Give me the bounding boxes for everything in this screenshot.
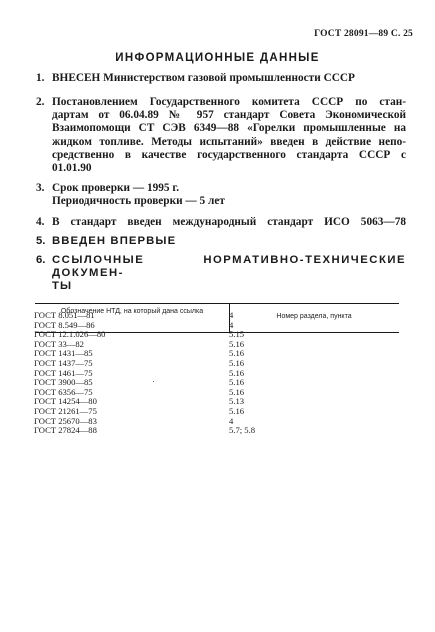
column-header-document: Обозначение НТД, на который дана ссылка <box>60 308 204 315</box>
row-section: 4 <box>229 415 234 426</box>
item-number: 3. <box>36 182 45 194</box>
row-document: ГОСТ 6356—75 <box>34 386 93 397</box>
scan-speck <box>153 381 154 382</box>
row-document: ГОСТ 21261—75 <box>34 406 97 416</box>
row-section: 4 <box>229 319 234 330</box>
item-line: В стандарт введен международный стандарт ИСО 5063—78 <box>52 216 406 228</box>
item-line: Периодичность проверки — 5 лет <box>52 195 225 208</box>
info-item-5 <box>36 235 406 248</box>
row-document: ГОСТ 33—82 <box>34 338 84 349</box>
item-text <box>52 72 406 85</box>
row-section: 5.15 <box>229 329 245 340</box>
row-section: 5.16 <box>229 406 245 416</box>
row-section: 4 <box>229 310 234 320</box>
item-number: 6. <box>36 254 46 266</box>
row-document: ГОСТ 1437—75 <box>34 358 93 368</box>
info-item-2 <box>36 96 406 175</box>
item-text <box>52 235 406 248</box>
item-line: 01.01.90 <box>52 162 92 175</box>
column-header-section: Номер раздела, пункта <box>276 313 352 320</box>
item-line: дартам от 06.04.89 № 957 стандарт Совета Экономической <box>52 109 406 122</box>
page-header: ГОСТ 28091—89 С. 25 <box>314 29 413 39</box>
item-number: 1. <box>36 72 45 84</box>
item-text <box>52 254 406 294</box>
row-section: 5.16 <box>229 377 245 388</box>
row-section: 5.16 <box>229 338 245 349</box>
row-section: 5.16 <box>229 358 245 368</box>
item-text <box>52 216 406 229</box>
item-line: ВВЕДЕН ВПЕРВЫЕ <box>52 235 177 247</box>
row-document: ГОСТ 1461—75 <box>34 367 93 378</box>
row-document: ГОСТ 25670—83 <box>34 415 97 426</box>
table-top-rule <box>35 303 399 304</box>
item-number: 4. <box>36 216 45 228</box>
item-line: ВНЕСЕН Министерством газовой промышленности СССР <box>52 72 355 84</box>
section-title: ИНФОРМАЦИОННЫЕ ДАННЫЕ <box>115 52 320 64</box>
row-section: 5.16 <box>229 367 245 378</box>
row-section: 5.16 <box>229 348 245 359</box>
item-line: ССЫЛОЧНЫЕ НОРМАТИВНО-ТЕХНИЧЕСКИЕ ДОКУМЕН- <box>52 254 406 280</box>
row-document: ГОСТ 8.051—81 <box>34 310 95 320</box>
row-section: 5.16 <box>229 386 245 397</box>
row-document: ГОСТ 3900—85 <box>34 377 93 388</box>
row-section: 5.7; 5.8 <box>229 425 256 436</box>
item-line: Постановлением Государственного комитета СССР по стан- <box>52 96 406 108</box>
row-document: ГОСТ 12.1.026—80 <box>34 329 106 340</box>
row-document: ГОСТ 8.549—86 <box>34 319 95 330</box>
row-document: ГОСТ 1431—85 <box>34 348 93 359</box>
item-text <box>52 182 406 208</box>
row-document: ГОСТ 27824—88 <box>34 425 97 436</box>
info-item-6 <box>36 254 406 294</box>
info-item-4 <box>36 216 406 229</box>
item-number: 2. <box>36 96 45 108</box>
row-document: ГОСТ 14254—80 <box>34 396 97 407</box>
item-line: жидком топливе. Методы испытаний» введен в действие непо- <box>52 135 406 148</box>
item-text <box>52 96 406 175</box>
info-item-1 <box>36 72 406 85</box>
info-item-3 <box>36 182 406 208</box>
row-section: 5.13 <box>229 396 245 407</box>
item-line: средственно в качестве государственного стандарта СССР с <box>52 148 406 161</box>
item-number: 5. <box>36 235 46 247</box>
item-line: ТЫ <box>52 280 73 293</box>
item-line: Срок проверки — 1995 г. <box>52 182 180 194</box>
item-line: Взаимопомощи СТ СЭВ 6349—88 «Горелки промышленные на <box>52 122 406 135</box>
